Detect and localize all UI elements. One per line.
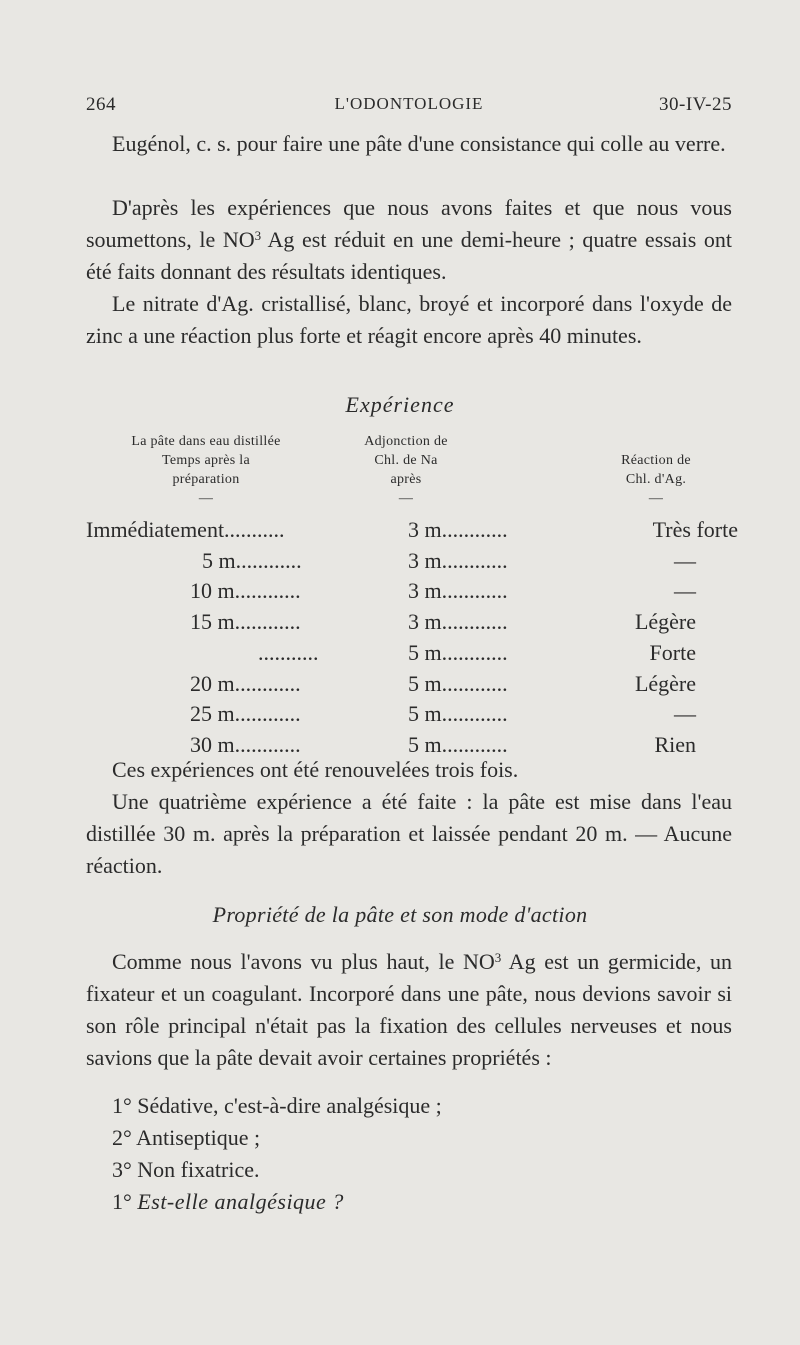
p6-end: Ag est un germicide, un fixateur et un coagulant. Incorporé dans une pâte, nous devions savoir si son rôle principal n'était pas la fixation des cellules nerveuses et nous savions que la pâte devait avoir certaines propriétés :: [86, 949, 732, 1070]
time-cell: 15 m............: [190, 609, 301, 635]
col1-line3: préparation: [172, 472, 240, 487]
col2-line1: Adjonction de: [364, 434, 448, 449]
section-title: Propriété de la pâte et son mode d'action: [212, 902, 588, 927]
col1-line1: La pâte dans eau distillée: [131, 434, 281, 449]
paragraph-nitrate: Le nitrate d'Ag. cristallisé, blanc, broyé et incorporé dans l'oxyde de zinc a une réaction plus forte et réagit encore après 40 minutes.: [86, 291, 732, 348]
list-item: 2° Antiseptique ;: [112, 1125, 261, 1150]
reaction-cell: —: [674, 578, 696, 604]
paragraph-fourth-experience: Une quatrième expérience a été faite : la pâte est mise dans l'eau distillée 30 m. après la préparation et laissée pendant 20 m. — Aucune réaction.: [86, 789, 732, 878]
column-header-nacl: [336, 432, 476, 508]
time-cell: 20 m............: [190, 670, 301, 696]
nacl-cell: 3 m............: [408, 517, 508, 542]
col2-line3: après: [390, 472, 422, 487]
time-cell: Immédiatement...........: [86, 517, 285, 542]
time-cell: ...........: [258, 639, 319, 665]
table-row: [86, 514, 738, 546]
table-row: [86, 545, 732, 577]
table-row: [86, 606, 732, 638]
p2-start: D'après les expériences que nous avons faites et que nous vous soumettons, le NO: [86, 195, 732, 252]
paragraph-eugenol: Eugénol, c. s. pour faire une pâte d'une consistance qui colle au verre.: [112, 131, 726, 156]
table-row: [86, 637, 732, 669]
time-cell: 10 m............: [190, 578, 301, 604]
col1-line2: Temps après la: [162, 453, 250, 468]
table-caption: Expérience: [345, 392, 455, 417]
col2-line2: Chl. de Na: [374, 453, 438, 468]
table-row: [86, 668, 732, 700]
p6-start: Comme nous l'avons vu plus haut, le NO: [112, 949, 495, 974]
reaction-cell: Légère: [634, 670, 696, 696]
reaction-cell: —: [674, 547, 696, 573]
table-row: [86, 698, 732, 730]
time-cell: 5 m............: [202, 547, 302, 573]
list-item: 3° Non fixatrice.: [112, 1157, 260, 1182]
list-item-question: [112, 1186, 344, 1218]
question-number: 1°: [112, 1189, 132, 1214]
p6-superscript: 3: [494, 950, 502, 965]
nacl-cell: 5 m............: [408, 670, 508, 696]
col3-line1: Réaction de: [621, 453, 691, 468]
paragraph-renewed: Ces expériences ont été renouvelées trois fois.: [112, 757, 519, 782]
column-header-reaction: [590, 451, 722, 508]
time-cell: 30 m............: [190, 731, 301, 757]
nacl-cell: 5 m............: [408, 639, 508, 665]
p2-end: Ag est réduit en une demi-heure ; quatre essais ont été faits donnant des résultats identiques.: [86, 227, 732, 284]
column-header-time: [92, 432, 320, 508]
reaction-cell: Forte: [649, 639, 696, 665]
reaction-cell: Légère: [634, 609, 696, 635]
col1-dash: —: [198, 491, 214, 506]
question-text: Est-elle analgésique ?: [137, 1189, 344, 1214]
p2-superscript: 3: [254, 228, 262, 243]
nacl-cell: 3 m............: [408, 609, 508, 635]
nacl-cell: 5 m............: [408, 701, 508, 727]
issue-date: 30-IV-25: [659, 94, 732, 115]
reaction-cell: Rien: [654, 731, 696, 757]
col3-dash: —: [648, 491, 664, 506]
nacl-cell: 5 m............: [408, 731, 508, 757]
paragraph-experiences: [86, 192, 732, 288]
table-row: [86, 575, 732, 607]
running-header: [86, 94, 732, 120]
journal-title: L'ODONTOLOGIE: [334, 94, 484, 113]
page-number: 264: [86, 94, 116, 115]
list-item: 1° Sédative, c'est-à-dire analgésique ;: [112, 1093, 442, 1118]
col3-line2: Chl. d'Ag.: [625, 472, 687, 487]
nacl-cell: 3 m............: [408, 578, 508, 604]
paragraph-properties: [86, 946, 732, 1074]
col2-dash: —: [398, 491, 414, 506]
reaction-cell: —: [674, 701, 696, 727]
nacl-cell: 3 m............: [408, 547, 508, 573]
time-cell: 25 m............: [190, 701, 301, 727]
reaction-cell: Très forte: [652, 517, 738, 542]
